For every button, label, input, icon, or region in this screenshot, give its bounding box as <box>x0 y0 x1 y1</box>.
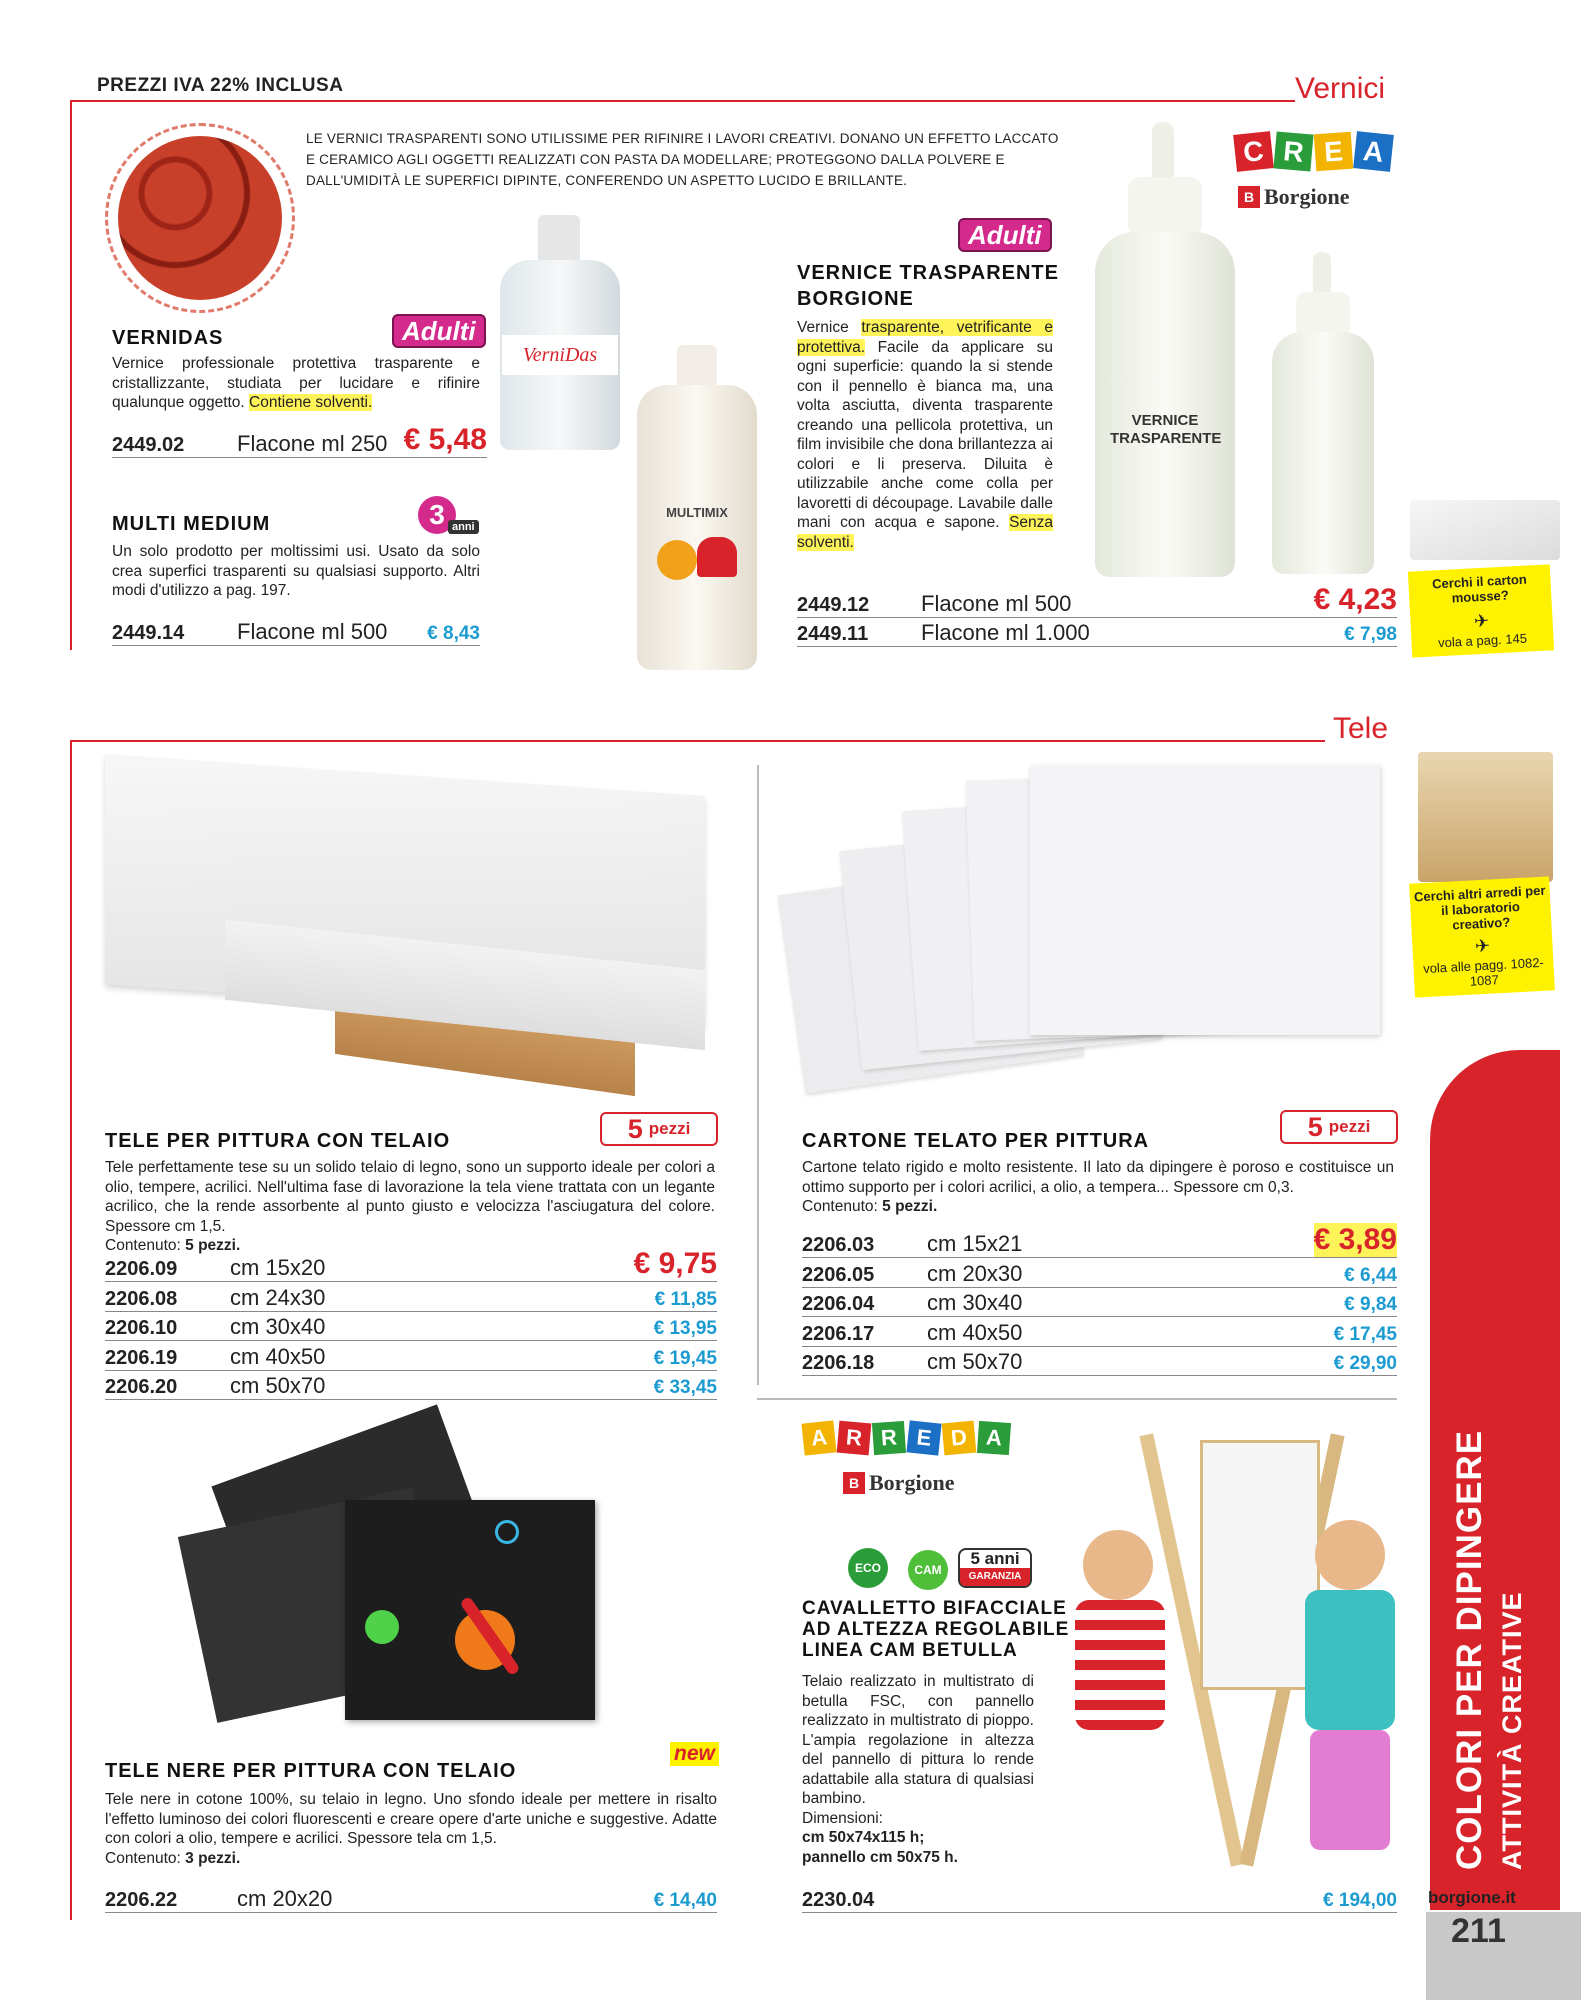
tele-nere-price-row <box>105 1885 717 1913</box>
page-number-box <box>1426 1912 1581 2000</box>
product-code: 2449.02 <box>112 434 185 456</box>
cartone-desc-text: Cartone telato rigido e molto resistente. Il lato da dipingere è poroso e costituisce un ottimo supporto per i colori acrilici, a olio, a tempera... Spessore cm 0,3. <box>802 1159 1394 1196</box>
product-code: 2206.09 <box>105 1258 178 1280</box>
arredi-furniture-image <box>1418 752 1553 882</box>
vernice-desc-highlight2: Senza solventi. <box>797 514 1054 551</box>
vernidas-desc-highlight: Contiene solventi. <box>249 394 373 411</box>
product-size: cm 50x70 <box>230 1373 326 1398</box>
adulti-badge-vernice: Adulti <box>958 218 1052 252</box>
age-anni-label: anni <box>448 520 479 534</box>
arredi-note[interactable] <box>1409 876 1555 997</box>
product-size: cm 30x40 <box>927 1290 1023 1315</box>
garanzia-years: 5 anni <box>970 1549 1020 1568</box>
note-arredi-line1: Cerchi altri arredi per il laboratorio creativo? <box>1413 882 1546 933</box>
product-price: € 33,45 <box>653 1377 717 1398</box>
vernidas-price-row <box>112 423 487 458</box>
paper-plane-icon: ✈ <box>1474 935 1491 957</box>
cavalletto-dim2: pannello cm 50x75 h. <box>802 1848 958 1866</box>
product-price: € 6,44 <box>1344 1264 1397 1286</box>
vernice-bottle-label1: VERNICE <box>1131 412 1199 429</box>
product-size: cm 15x20 <box>230 1255 326 1280</box>
product-price: € 13,95 <box>653 1318 717 1339</box>
paper-plane-icon: ✈ <box>1473 610 1490 632</box>
product-code: 2206.22 <box>105 1889 178 1911</box>
price-row <box>802 1289 1397 1317</box>
side-title-main: COLORI PER DIPINGERE <box>1450 1429 1489 1870</box>
product-code: 2449.14 <box>112 622 185 644</box>
tele-nere-image <box>195 1440 615 1740</box>
note-arredi-line2: vola alle pagg. 1082-1087 <box>1422 954 1545 989</box>
cavalletto-title-line2: AD ALTEZZA REGOLABILE <box>802 1619 1070 1640</box>
side-title-sub: ATTIVITÀ CREATIVE <box>1497 1591 1527 1870</box>
crea-logo: C R E A <box>1235 133 1392 170</box>
product-size: Flacone ml 500 <box>921 591 1072 616</box>
vernici-section-vline <box>70 100 72 650</box>
product-size: cm 15x21 <box>927 1231 1023 1256</box>
iva-note: PREZZI IVA 22% INCLUSA <box>97 75 344 96</box>
cartone-description <box>802 1158 1394 1217</box>
vernidas-bottle-image <box>490 215 630 455</box>
price-row <box>802 1348 1397 1376</box>
product-size: cm 30x40 <box>230 1314 326 1339</box>
vernidas-bottle-label: VerniDas <box>502 335 618 375</box>
garanzia-badge <box>958 1548 1032 1588</box>
product-price: € 19,45 <box>653 1347 717 1369</box>
product-price: € 9,75 <box>633 1247 717 1280</box>
cavalletto-easel-image <box>1065 1410 1410 1870</box>
vernice-bottle-large-image <box>1090 122 1240 582</box>
pezzi-badge-cartone <box>1280 1110 1398 1144</box>
tele-desc-text: Tele perfettamente tese su un solido telaio di legno, sono un supporto ideale per colori a olio, tempere, acrilici. Nell'ultima fase di lavorazione la tela viene trattata con un legante acrilico, che la rende assorbente al punto giusto e velocizza l'asciugatura del colore. Spessore cm 1,5. <box>105 1159 715 1235</box>
multimix-bottle-label: MULTIMIX <box>666 505 728 520</box>
cavalletto-price-row <box>802 1885 1397 1913</box>
tele-nere-contenuto-value: 3 pezzi. <box>185 1849 241 1867</box>
cartone-contenuto-label: Contenuto: <box>802 1198 883 1215</box>
product-size: cm 20x30 <box>927 1260 1023 1286</box>
vernice-bottle-label2: TRASPARENTE <box>1110 430 1222 447</box>
price-row <box>105 1372 717 1400</box>
carton-mousse-note[interactable] <box>1408 564 1554 657</box>
pezzi-number: 5 <box>1307 1111 1323 1142</box>
cartone-telato-image <box>770 755 1400 1100</box>
cartone-contenuto-value: 5 pezzi. <box>882 1198 938 1215</box>
product-price: € 14,40 <box>653 1890 717 1911</box>
product-code: 2449.12 <box>797 594 870 616</box>
product-size: Flacone ml 250 <box>237 431 388 456</box>
multi-medium-description: Un solo prodotto per moltissimi usi. Usato da solo crea superfici trasparenti su qualsiasi supporto. Altri modi d'utilizzo a pag. 197. <box>112 543 480 599</box>
vernidas-title: VERNIDAS <box>112 327 224 349</box>
cavalletto-title-line1: CAVALLETTO BIFACCIALE <box>802 1598 1067 1619</box>
product-code: 2206.04 <box>802 1293 875 1315</box>
vernice-title-line2: BORGIONE <box>797 288 914 310</box>
product-code: 2206.05 <box>802 1263 875 1286</box>
tele-section-vline <box>70 740 72 1920</box>
note-carton-line1: Cerchi il carton mousse? <box>1431 571 1528 606</box>
vernidas-desc-text: Vernice professionale protettiva trasparente e cristallizzante, studiata per lucidare e rifinire qualunque oggetto. <box>112 355 480 411</box>
product-price: € 9,84 <box>1344 1294 1397 1315</box>
vernice-price-row-1000 <box>797 619 1397 647</box>
product-code: 2230.04 <box>802 1889 875 1911</box>
carton-mousse-image <box>1410 500 1560 560</box>
borgione-wordmark: Borgione <box>1264 184 1350 209</box>
product-price: € 29,90 <box>1333 1353 1397 1374</box>
tele-canvas-image <box>105 775 715 1095</box>
price-row <box>802 1223 1397 1258</box>
price-row <box>802 1260 1397 1288</box>
vernice-desc-highlight1: trasparente, vetrificante e protettiva. <box>797 319 1053 356</box>
price-row <box>105 1284 717 1312</box>
texture-sample-image <box>105 123 295 313</box>
vernice-bottle-small-image <box>1268 252 1378 577</box>
product-price: € 17,45 <box>1333 1323 1397 1345</box>
column-divider <box>757 765 759 1385</box>
pezzi-text: pezzi <box>648 1119 691 1138</box>
tele-section-line <box>70 740 1325 742</box>
section-title-vernici: Vernici <box>1295 72 1386 105</box>
product-code: 2206.08 <box>105 1287 178 1310</box>
cavalletto-title <box>802 1598 1069 1661</box>
pezzi-text: pezzi <box>1328 1117 1371 1136</box>
price-row <box>105 1343 717 1371</box>
tele-contenuto-label: Contenuto: <box>105 1237 186 1254</box>
pezzi-badge-tele <box>600 1112 718 1146</box>
product-size: Flacone ml 1.000 <box>921 620 1090 645</box>
tele-contenuto-value: 5 pezzi. <box>185 1237 241 1254</box>
product-price: € 4,23 <box>1313 583 1397 616</box>
tele-nere-desc-text: Tele nere in cotone 100%, su telaio in legno. Uno sfondo ideale per mettere in risalto l'effetto luminoso dei colori fluorescenti e creare opere d'arte uniche e suggestive. Adatte con colori a olio, tempere e acrilici. Spessore tela cm 1,5. <box>105 1791 717 1847</box>
cavalletto-dim1: cm 50x74x115 h; <box>802 1829 925 1846</box>
garanzia-label: GARANZIA <box>960 1568 1030 1586</box>
borgione-wordmark: Borgione <box>869 1470 955 1495</box>
product-size: cm 50x70 <box>927 1349 1023 1374</box>
multi-medium-title: MULTI MEDIUM <box>112 513 271 535</box>
tele-nere-contenuto-label: Contenuto: <box>105 1849 186 1867</box>
price-row <box>105 1247 717 1282</box>
cavalletto-divider <box>757 1398 1397 1400</box>
product-code: 2206.10 <box>105 1317 178 1339</box>
tele-nere-description <box>105 1790 717 1868</box>
cartone-title: CARTONE TELATO PER PITTURA <box>802 1130 1150 1152</box>
product-price: € 11,85 <box>654 1288 717 1310</box>
cavalletto-desc-text: Telaio realizzato in multistrato di betulla FSC, con pannello realizzato in multistrato di pioppo. L'ampia regolazione in altezza del pannello di pittura lo rende adattabile alla statura di qualsiasi bambino. <box>802 1673 1034 1807</box>
vernice-desc-b: Facile da applicare su ogni superficie: quando la si stende con il pennello è bianca ma, una volta asciutta, diventa trasparente creando una pellicola protettiva, un film invisibile che dona brillantezza ai colori e li preserva. Diluita è utilizzabile anche come colla per lavoretti di découpage. Lavabile dalle mani con acqua e sapone. <box>797 338 1053 531</box>
vernice-title-line1: VERNICE TRASPARENTE <box>797 262 1059 284</box>
product-code: 2449.11 <box>797 623 869 645</box>
cavalletto-title-line3: LINEA CAM BETULLA <box>802 1640 1018 1661</box>
vernice-description <box>797 318 1053 552</box>
borgione-logo-top: B Borgione <box>1238 184 1350 210</box>
product-price: € 194,00 <box>1323 1890 1397 1911</box>
product-price: € 7,98 <box>1344 624 1397 645</box>
new-badge: new <box>670 1742 719 1766</box>
vernice-desc-a: Vernice <box>797 319 862 336</box>
product-price: € 8,43 <box>427 623 480 644</box>
product-size: cm 24x30 <box>230 1284 326 1310</box>
price-row <box>105 1313 717 1341</box>
product-size: cm 40x50 <box>230 1343 326 1369</box>
product-size: Flacone ml 500 <box>237 619 388 644</box>
borgione-logo-arreda: B Borgione <box>843 1470 955 1496</box>
eco-badge: ECO <box>848 1548 888 1588</box>
product-size: cm 40x50 <box>927 1319 1023 1345</box>
vernice-price-row-500 <box>797 583 1397 618</box>
note-carton-line2: vola a pag. 145 <box>1437 630 1528 651</box>
cavalletto-description <box>802 1672 1034 1867</box>
adulti-badge-vernidas: Adulti <box>392 314 486 348</box>
product-size: cm 20x20 <box>237 1886 333 1911</box>
pezzi-number: 5 <box>627 1113 643 1144</box>
tele-title: TELE PER PITTURA CON TELAIO <box>105 1130 451 1152</box>
page-number: 211 <box>1451 1912 1506 1950</box>
product-code: 2206.03 <box>802 1234 875 1256</box>
product-price: € 3,89 <box>1313 1223 1397 1256</box>
multi-medium-price-row <box>112 618 480 646</box>
product-price: € 5,48 <box>403 423 487 456</box>
tele-description <box>105 1158 715 1256</box>
cavalletto-dim-label: Dimensioni: <box>802 1809 883 1827</box>
age-3-badge: 3 <box>418 496 456 534</box>
vernici-section-line <box>70 100 1295 102</box>
arreda-logo: A R R E D A <box>803 1422 1010 1454</box>
multimix-bottle-image <box>632 345 762 675</box>
footer-website[interactable]: borgione.it <box>1428 1888 1516 1907</box>
cam-badge: CAM <box>908 1550 948 1590</box>
vernici-intro-text: LE VERNICI TRASPARENTI SONO UTILISSIME PER RIFINIRE I LAVORI CREATIVI. DONANO UN EFFETTO LACCATO E CERAMICO AGLI OGGETTI REALIZZATI CON PASTA DA MODELLARE; PROTEGGONO DALLA POLVERE E DALL'UMIDITÀ LE SUPERFICI DIPINTE, CONFERENDO UN ASPETTO LUCIDO E BRILLANTE. <box>306 131 1059 188</box>
product-code: 2206.18 <box>802 1352 875 1374</box>
section-title-tele: Tele <box>1333 712 1389 745</box>
tele-nere-title: TELE NERE PER PITTURA CON TELAIO <box>105 1760 517 1782</box>
price-row <box>802 1319 1397 1347</box>
product-code: 2206.19 <box>105 1346 178 1369</box>
product-code: 2206.17 <box>802 1322 875 1345</box>
vernidas-description <box>112 354 480 413</box>
product-code: 2206.20 <box>105 1376 178 1398</box>
